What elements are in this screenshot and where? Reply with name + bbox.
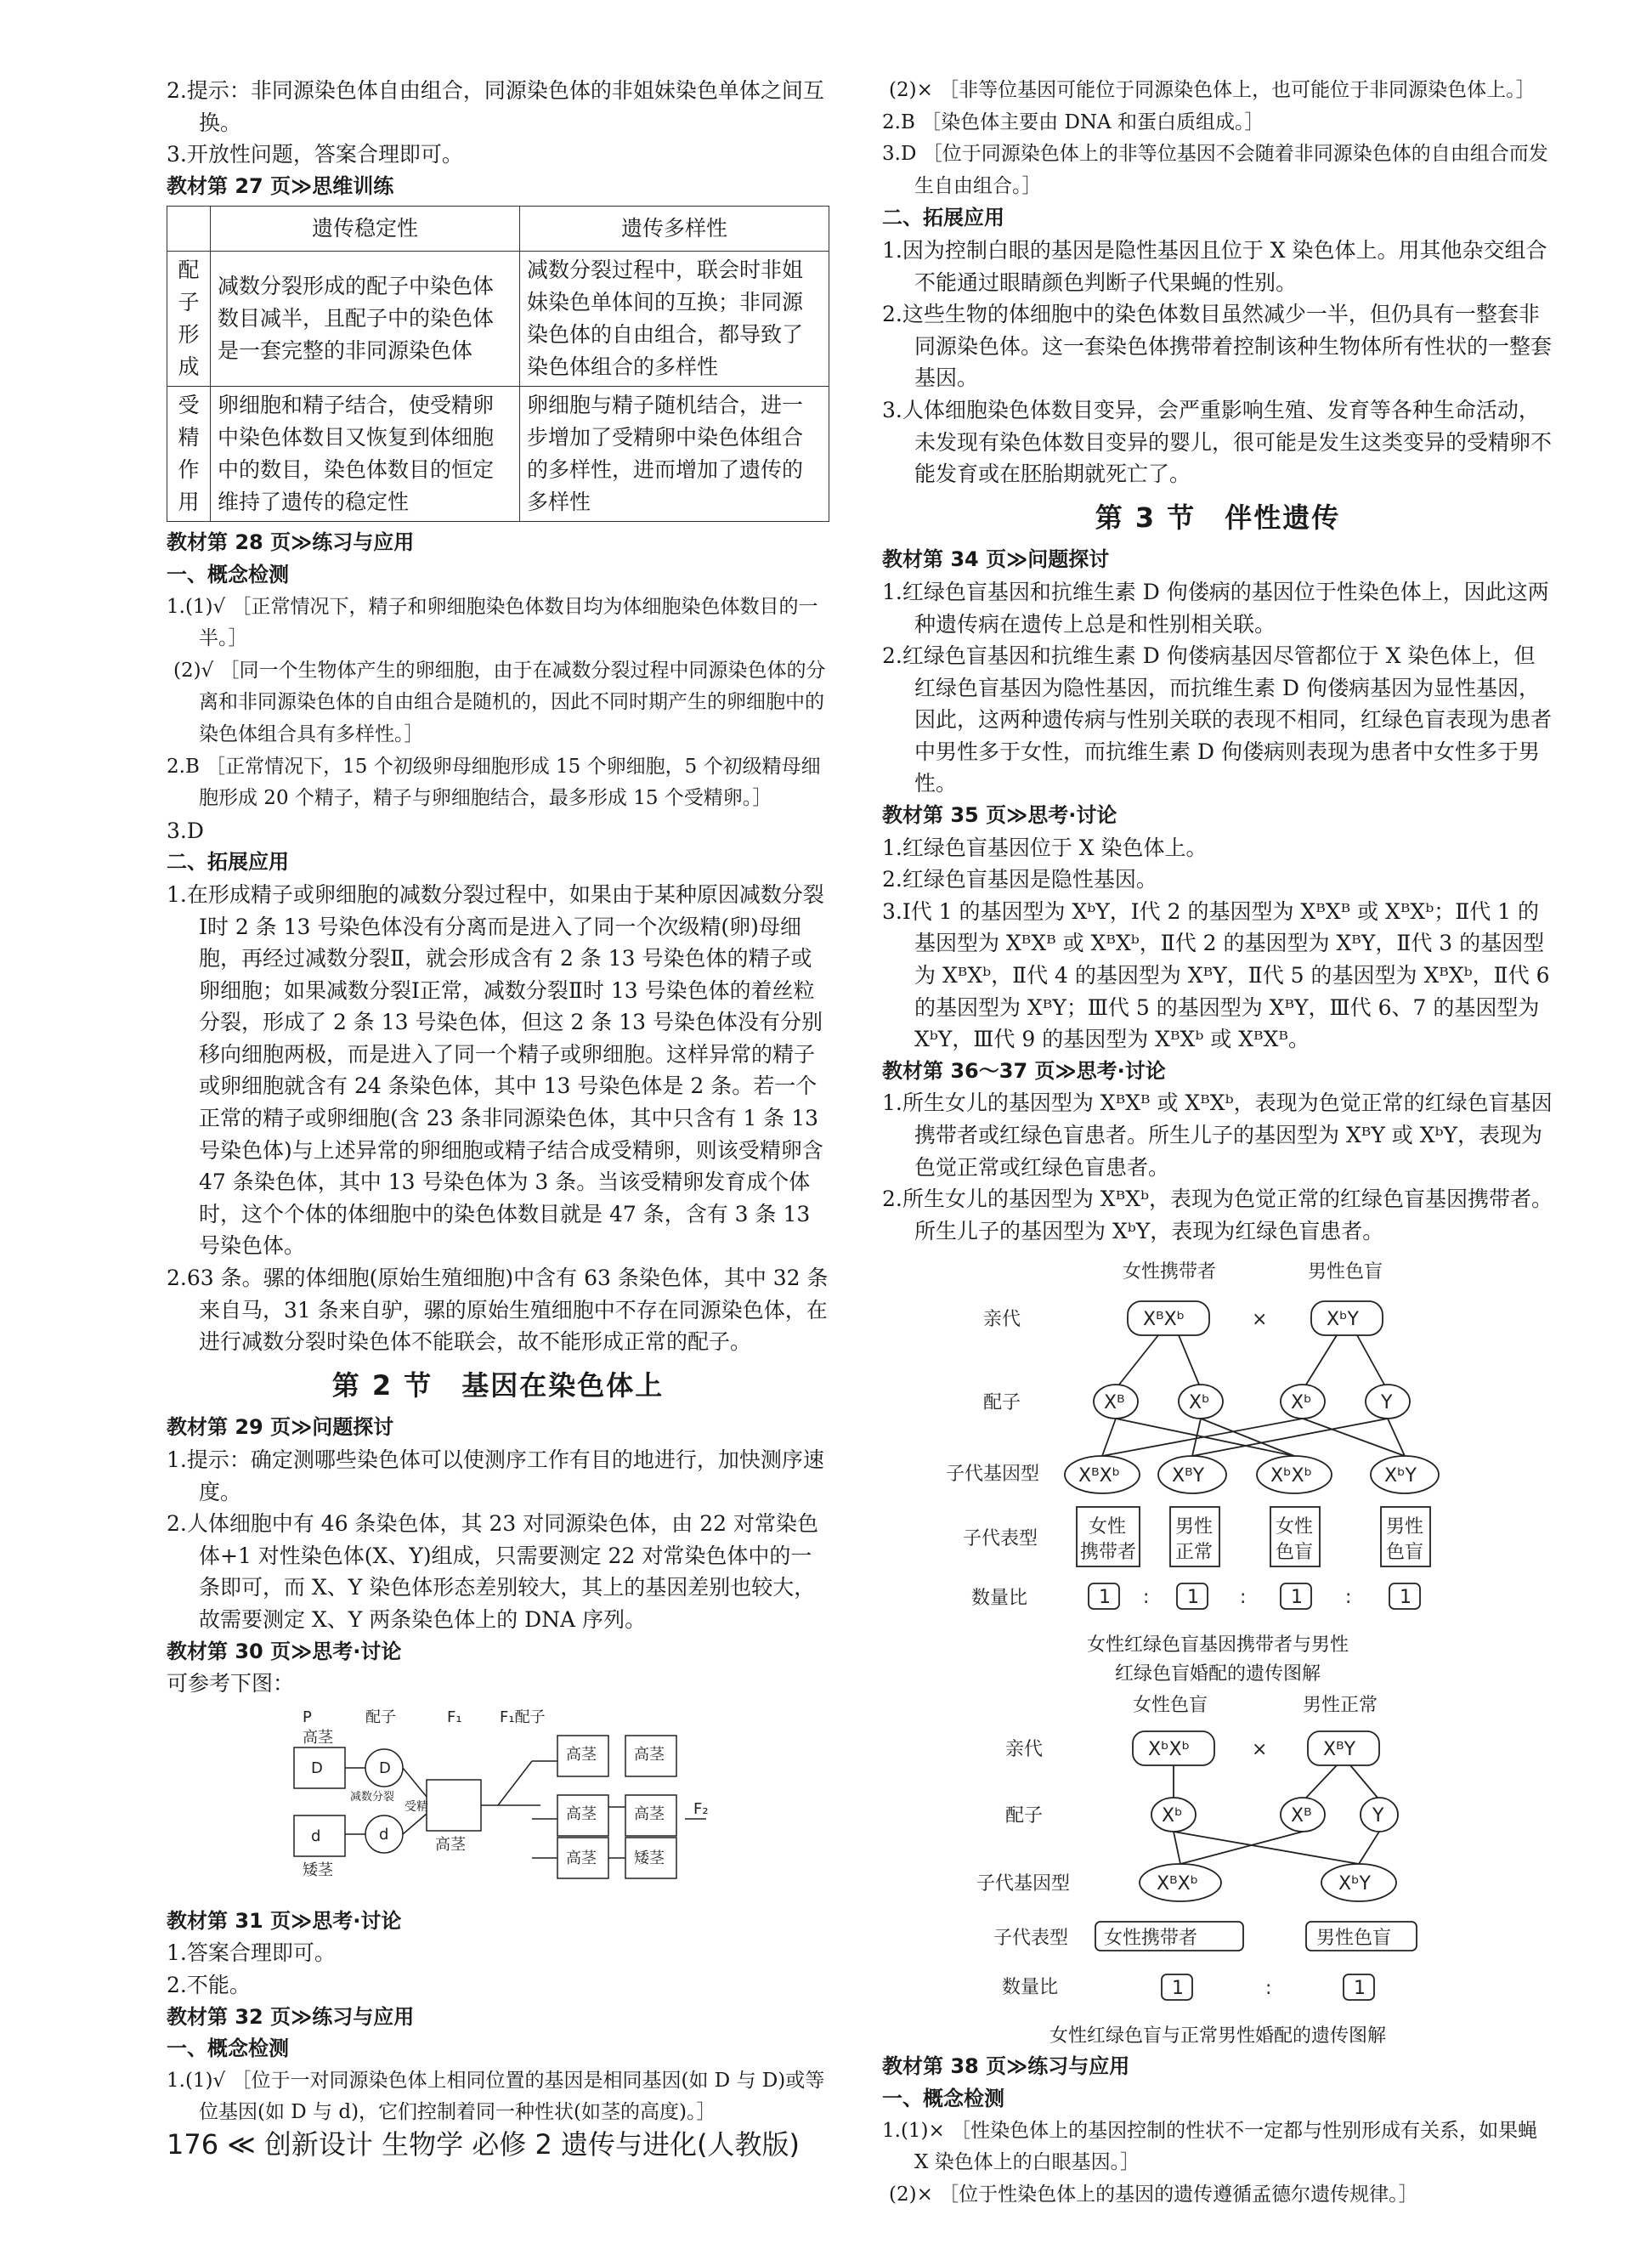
section-title: 第 3 节 伴性遗传: [1095, 501, 1341, 534]
answer-text: 2.63 条。骡的体细胞(原始生殖细胞)中含有 63 条染色体，其中 32 条来自马，31 条来自驴，骡的原始生殖细胞中不存在同源染色体，在进行减数分裂时染色体不能联会，故不能形成正常的配子。: [167, 1266, 829, 1355]
fig-label: ×: [1252, 1739, 1268, 1761]
fig-label: 数量比: [1002, 1977, 1059, 1999]
answer-text: 2.这些生物的体细胞中的染色体数目虽然减少一半，但仍具有一整套非同源染色体。这一套染色体携带着控制该种生物体所有性状的一整套基因。: [882, 302, 1553, 391]
fig-label: 高茎: [634, 1745, 665, 1764]
fig-label: 1: [1099, 1587, 1111, 1609]
answer-text: 3.D ［位于同源染色体上的非等位基因不会随着非同源染色体的自由组合而发生自由组合。］: [882, 143, 1548, 197]
answer-text: 可参考下图：: [167, 1671, 295, 1696]
answer-text: 2.不能。: [167, 1972, 251, 1997]
fig-label: 减数分裂: [350, 1790, 395, 1804]
answer-text: 2.提示：非同源染色体自由组合，同源染色体的非姐妹染色单体之间互换。: [167, 78, 824, 135]
figure-caption: 女性红绿色盲与正常男性婚配的遗传图解: [1049, 2025, 1386, 2048]
fig-label: Y: [1372, 1805, 1384, 1827]
fig-label: Xᴮ: [1104, 1392, 1125, 1414]
answer-text: (2)√ ［同一个生物体产生的卵细胞，由于在减数分裂过程中同源染色体的分离和非同源染色体的自由组合是随机的，因此不同时期产生的卵细胞中的染色体组合具有多样性。］: [173, 659, 826, 745]
fig-label: Y: [1381, 1392, 1393, 1414]
fig-label: 男性: [1386, 1516, 1424, 1538]
table-row-label: 配子形成: [167, 252, 211, 387]
fig-label: F₁: [447, 1708, 462, 1726]
section-heading: 教材第 30 页≫思考·讨论: [167, 1639, 402, 1663]
answer-text: 1.因为控制白眼的基因是隐性基因且位于 X 染色体上。用其他杂交组合不能通过眼睛颜色判断子代果蝇的性别。: [882, 237, 1547, 295]
fig-label: XᵇY: [1384, 1465, 1417, 1487]
fig-label: 男性正常: [1303, 1695, 1378, 1717]
fig-label: 女性: [1089, 1516, 1127, 1538]
fig-label: :: [1265, 1978, 1272, 2000]
figure-caption: 红绿色盲婚配的遗传图解: [1114, 1663, 1321, 1685]
fig-label: 子代表型: [963, 1528, 1038, 1550]
page-footer: 176 ≪ 创新设计 生物学 必修 2 遗传与进化(人教版): [167, 2128, 800, 2161]
fig-label: XᴮXᵇ: [1157, 1873, 1199, 1895]
answer-text: (2)× ［位于性染色体上的基因的遗传遵循孟德尔遗传规律。］: [889, 2183, 1418, 2206]
answer-text: 1.答案合理即可。: [167, 1940, 336, 1966]
fig-label: Xᵇ: [1189, 1392, 1210, 1414]
pedigree-diagram-carrier: [946, 1252, 1490, 1626]
section-heading: 教材第 34 页≫问题探讨: [882, 547, 1110, 572]
subsection-heading: 一、概念检测: [882, 2086, 1004, 2110]
fig-label: 亲代: [1005, 1739, 1044, 1761]
fig-label: 高茎: [303, 1728, 333, 1747]
table-row-label: 受精作用: [167, 387, 211, 522]
left-column: [167, 75, 829, 2129]
subsection-heading: 一、概念检测: [167, 562, 289, 586]
fig-label: 高茎: [566, 1804, 597, 1823]
answer-text: (2)× ［非等位基因可能位于同源染色体上，也可能位于非同源染色体上。］: [889, 79, 1536, 101]
fig-label: XᵇXᵇ: [1270, 1465, 1312, 1487]
section-title: 第 2 节 基因在染色体上: [331, 1368, 665, 1402]
fig-label: 色盲: [1386, 1542, 1424, 1564]
answer-text: 1.红绿色盲基因和抗维生素 D 佝偻病的基因位于性染色体上，因此这两种遗传病在遗传上总是和性别相关联。: [882, 579, 1549, 637]
fig-label: XᵇXᵇ: [1148, 1739, 1190, 1761]
section-heading: 教材第 28 页≫练习与应用: [167, 530, 415, 555]
fig-label: 子代表型: [993, 1928, 1069, 1950]
answer-text: 3.Ⅰ代 1 的基因型为 XᵇY，Ⅰ代 2 的基因型为 XᴮXᴮ 或 XᴮXᵇ；Ⅱ代 1 的基因型为 XᴮXᴮ 或 XᴮXᵇ，Ⅱ代 2 的基因型为 XᴮY，Ⅱ代 3 的基因型为 XᴮXᵇ，Ⅱ代 4 的基因型为 XᴮY，Ⅱ代 5 的基因型为 XᴮXᵇ，Ⅱ代 6 的基因型为 XᴮY；Ⅲ代 5 的基因型为 XᴮY，Ⅲ代 6、7 的基因型为 XᵇY，Ⅲ代 9 的基因型为 XᴮXᵇ 或 XᴮXᴮ。: [882, 898, 1550, 1052]
fig-label: 男性色盲: [1308, 1261, 1383, 1283]
fig-label: 矮茎: [634, 1849, 665, 1867]
fig-label: 1: [1400, 1587, 1412, 1609]
table-cell: 减数分裂形成的配子中染色体数目减半，且配子中的染色体是一套完整的非同源染色体: [211, 252, 520, 387]
fig-label: 女性: [1276, 1516, 1314, 1538]
fig-label: 配子: [365, 1708, 396, 1726]
answer-text: 1.(1)× ［性染色体上的基因控制的性状不一定都与性别形成有关系，如果蝇 X 染色体上的白眼基因。］: [882, 2119, 1538, 2174]
fig-label: 子代基因型: [976, 1873, 1071, 1895]
answer-text: 1.在形成精子或卵细胞的减数分裂过程中，如果由于某种原因减数分裂Ⅰ时 2 条 13 号染色体没有分离而是进入了同一个次级精(卵)母细胞，再经过减数分裂Ⅱ，就会形成含有 2 条 13 号染色体的精子或卵细胞；如果减数分裂Ⅰ正常，减数分裂Ⅱ时 13 号染色体的着丝粒分裂，形成了 2 条 13 号染色体，但这 2 条 13 号染色体没有分别移向细胞两极，而是进入了同一个精子或卵细胞。这样异常的精子或卵细胞就含有 24 条染色体，其中 13 号染色体是 2 条。若一个正常的精子或卵细胞(含 23 条非同源染色体，其中只含有 1 条 13 号染色体)与上述异常的卵细胞或精子结合成受精卵，则该受精卵含 47 条染色体，其中 13 号染色体为 3 条。当该受精卵发育成个体时，这个个体的体细胞中的染色体数目就是 47 条，含有 3 条 13 号染色体。: [167, 881, 824, 1259]
answer-text: 3.D: [167, 818, 204, 843]
table-header-cell: 遗传多样性: [520, 207, 829, 252]
fig-label: XᵇY: [1327, 1309, 1359, 1331]
fig-label: d: [379, 1825, 389, 1844]
answer-text: 1.红绿色盲基因位于 X 染色体上。: [882, 835, 1208, 860]
section-heading: 教材第 38 页≫练习与应用: [882, 2054, 1130, 2079]
fig-label: F₁配子: [500, 1708, 546, 1726]
figure-caption: 女性红绿色盲基因携带者与男性: [1086, 1634, 1349, 1657]
fig-label: D: [311, 1759, 323, 1777]
fig-label: 1: [1354, 1978, 1366, 2000]
fig-label: 携带者: [1080, 1542, 1137, 1564]
table-row: [167, 387, 829, 522]
answer-text: 1.(1)√ ［位于一对同源染色体上相同位置的基因是相同基因(如 D 与 D)或等位基因(如 D 与 d)，它们控制着同一种性状(如茎的高度)。］: [167, 2069, 825, 2124]
fig-label: 配子: [983, 1392, 1021, 1414]
answer-text: 3.开放性问题，答案合理即可。: [167, 142, 463, 167]
fig-label: 受精: [405, 1799, 428, 1814]
fig-label: :: [1240, 1587, 1247, 1609]
fig-label: :: [1143, 1587, 1150, 1609]
fig-label: F₂: [693, 1799, 709, 1818]
table-header-cell: 遗传稳定性: [211, 207, 520, 252]
fig-label: 正常: [1175, 1542, 1214, 1564]
fig-label: 亲代: [983, 1309, 1021, 1331]
subsection-heading: 二、拓展应用: [882, 206, 1004, 230]
fig-label: 女性携带者: [1123, 1261, 1217, 1283]
section-heading: 教材第 36～37 页≫思考·讨论: [882, 1058, 1166, 1083]
right-column: [882, 75, 1553, 2211]
fig-label: XᵇY: [1338, 1873, 1371, 1895]
answer-text: 2.B ［染色体主要由 DNA 和蛋白质组成。］: [882, 110, 1264, 133]
fig-label: 女性色盲: [1133, 1695, 1208, 1717]
fig-label: 1: [1172, 1978, 1184, 2000]
table-row: [167, 252, 829, 387]
section-heading: 教材第 31 页≫思考·讨论: [167, 1908, 402, 1933]
fig-label: :: [1345, 1587, 1352, 1609]
section-heading: 教材第 29 页≫问题探讨: [167, 1415, 394, 1440]
fig-label: 男性: [1175, 1516, 1214, 1538]
fig-label: D: [379, 1759, 391, 1777]
subsection-heading: 一、概念检测: [167, 2036, 289, 2061]
fig-label: XᴮXᵇ: [1078, 1465, 1121, 1487]
fig-label: ×: [1252, 1309, 1268, 1331]
answer-text: 1.提示：确定测哪些染色体可以使测序工作有目的地进行，加快测序速度。: [167, 1447, 824, 1504]
fig-label: 1: [1187, 1587, 1199, 1609]
fig-label: 色盲: [1276, 1542, 1314, 1564]
answer-text: 1.(1)√ ［正常情况下，精子和卵细胞染色体数目均为体细胞染色体数目的一半。］: [167, 595, 818, 650]
fig-label: 1: [1291, 1587, 1303, 1609]
answer-text: 1.所生女儿的基因型为 XᴮXᴮ 或 XᴮXᵇ，表现为色觉正常的红绿色盲基因携带者或红绿色盲患者。所生儿子的基因型为 XᴮY 或 XᵇY，表现为色觉正常或红绿色盲患者。: [882, 1090, 1553, 1180]
chromosome-diagram: [277, 1705, 719, 1900]
answer-text: 2.红绿色盲基因是隐性基因。: [882, 867, 1157, 892]
fig-label: 男性色盲: [1316, 1928, 1392, 1950]
fig-label: Xᵇ: [1291, 1392, 1312, 1414]
table-cell: 减数分裂过程中，联会时非姐妹染色单体间的互换；非同源染色体的自由组合，都导致了染色体组合的多样性: [520, 252, 829, 387]
fig-label: 高茎: [566, 1849, 597, 1867]
fig-label: Xᴮ: [1291, 1805, 1312, 1827]
fig-label: 数量比: [971, 1588, 1028, 1610]
fig-label: 子代基因型: [946, 1464, 1040, 1486]
answer-text: 2.B ［正常情况下，15 个初级卵母细胞形成 15 个卵细胞，5 个初级精母细胞形成 20 个精子，精子与卵细胞结合，最多形成 15 个受精卵。］: [167, 755, 821, 810]
fig-label: 矮茎: [303, 1861, 333, 1879]
answer-text: 2.所生女儿的基因型为 XᴮXᵇ，表现为色觉正常的红绿色盲基因携带者。所生儿子的基因型为 XᵇY，表现为红绿色盲患者。: [882, 1187, 1553, 1243]
fig-label: 配子: [1005, 1805, 1044, 1827]
comparison-table: [167, 206, 829, 522]
section-heading: 教材第 32 页≫练习与应用: [167, 2004, 415, 2029]
table-header-cell: [167, 207, 211, 252]
answer-text: 2.红绿色盲基因和抗维生素 D 佝偻病基因尽管都位于 X 染色体上，但红绿色盲基因为隐性基因，而抗维生素 D 佝偻病基因为显性基因，因此，这两种遗传病与性别关联的表现不相同，红绿色盲表现为患者中男性多于女性，而抗维生素 D 佝偻病则表现为患者中女性多于男性。: [882, 643, 1553, 796]
fig-label: 高茎: [634, 1804, 665, 1823]
fig-label: 高茎: [435, 1835, 466, 1854]
fig-label: 女性携带者: [1104, 1928, 1198, 1950]
fig-label: 高茎: [566, 1745, 597, 1764]
answer-text: 2.人体细胞中有 46 条染色体，其 23 对同源染色体，由 22 对常染色体+1 对性染色体(X、Y)组成，只需要测定 22 对常染色体中的一条即可，而 X、Y 染色体形态差别较大，其上的基因差别也较大，故需要测定 X、Y 两条染色体上的 DNA 序列。: [167, 1511, 818, 1632]
answer-text: 3.人体细胞染色体数目变异，会严重影响生殖、发育等各种生命活动，未发现有染色体数目变异的婴儿，很可能是发生这类变异的受精卵不能发育或在胚胎期就死亡了。: [882, 397, 1553, 487]
section-heading: 教材第 27 页≫思维训练: [167, 173, 394, 198]
fig-label: XᴮY: [1323, 1739, 1356, 1761]
fig-label: XᴮY: [1172, 1465, 1205, 1487]
table-cell: 卵细胞与精子随机结合，进一步增加了受精卵中染色体组合的多样性，进而增加了遗传的多样性: [520, 387, 829, 522]
pedigree-diagram-colorblind: [946, 1694, 1490, 2017]
fig-label: P: [303, 1708, 312, 1726]
fig-label: d: [311, 1827, 321, 1845]
section-heading: 教材第 35 页≫思考·讨论: [882, 803, 1117, 828]
table-cell: 卵细胞和精子结合，使受精卵中染色体数目又恢复到体细胞中的数目，染色体数目的恒定维持了遗传的稳定性: [211, 387, 520, 522]
fig-label: Xᵇ: [1162, 1805, 1183, 1827]
subsection-heading: 二、拓展应用: [167, 850, 289, 875]
fig-label: XᴮXᵇ: [1143, 1309, 1185, 1331]
